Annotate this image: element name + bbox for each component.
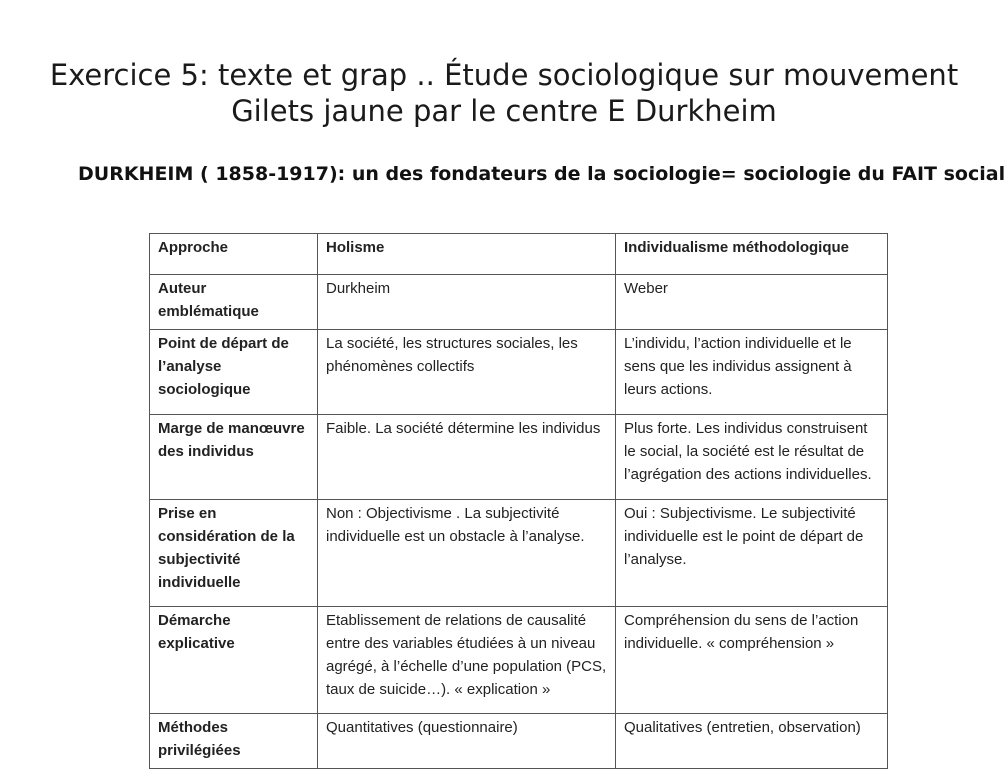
slide-title: Exercice 5: texte et grap .. Étude sociologique sur mouvement Gilets jaune par le centre E Durkheim	[49, 58, 959, 128]
row-label: Marge de manœuvre des individus	[150, 415, 318, 500]
holisme-cell: La société, les structures sociales, les phénomènes collectifs	[318, 330, 616, 415]
individualisme-cell: Plus forte. Les individus construisent le social, la société est le résultat de l’agrégation des actions individuelles.	[616, 415, 888, 500]
table-row	[150, 500, 888, 607]
holisme-cell: Quantitatives (questionnaire)	[318, 714, 616, 769]
table-header-row	[150, 234, 888, 275]
individualisme-cell: Oui : Subjectivisme. Le subjectivité individuelle est le point de départ de l’analyse.	[616, 500, 888, 607]
slide-subtitle: DURKHEIM ( 1858-1917): un des fondateurs de la sociologie= sociologie du FAIT social	[78, 163, 1006, 185]
row-label: Démarche explicative	[150, 607, 318, 714]
row-label: Prise en considération de la subjectivité individuelle	[150, 500, 318, 607]
holisme-cell: Non : Objectivisme . La subjectivité individuelle est un obstacle à l’analyse.	[318, 500, 616, 607]
table-row	[150, 607, 888, 714]
individualisme-cell: Qualitatives (entretien, observation)	[616, 714, 888, 769]
row-label: Point de départ de l’analyse sociologique	[150, 330, 318, 415]
table-row	[150, 714, 888, 769]
header-individualisme: Individualisme méthodologique	[616, 234, 888, 275]
holisme-cell: Faible. La société détermine les individus	[318, 415, 616, 500]
comparison-table	[149, 233, 888, 769]
individualisme-cell: Compréhension du sens de l’action individuelle. « compréhension »	[616, 607, 888, 714]
row-label: Auteur emblématique	[150, 275, 318, 330]
individualisme-cell: Weber	[616, 275, 888, 330]
individualisme-cell: L’individu, l’action individuelle et le sens que les individus assignent à leurs actions.	[616, 330, 888, 415]
table-row	[150, 415, 888, 500]
header-approche: Approche	[150, 234, 318, 275]
holisme-cell: Etablissement de relations de causalité entre des variables étudiées à un niveau agrégé, à l’échelle d’une population (PCS, taux de suicide…). « explication »	[318, 607, 616, 714]
row-label: Méthodes privilégiées	[150, 714, 318, 769]
holisme-cell: Durkheim	[318, 275, 616, 330]
header-holisme: Holisme	[318, 234, 616, 275]
table-row	[150, 275, 888, 330]
table-row	[150, 330, 888, 415]
